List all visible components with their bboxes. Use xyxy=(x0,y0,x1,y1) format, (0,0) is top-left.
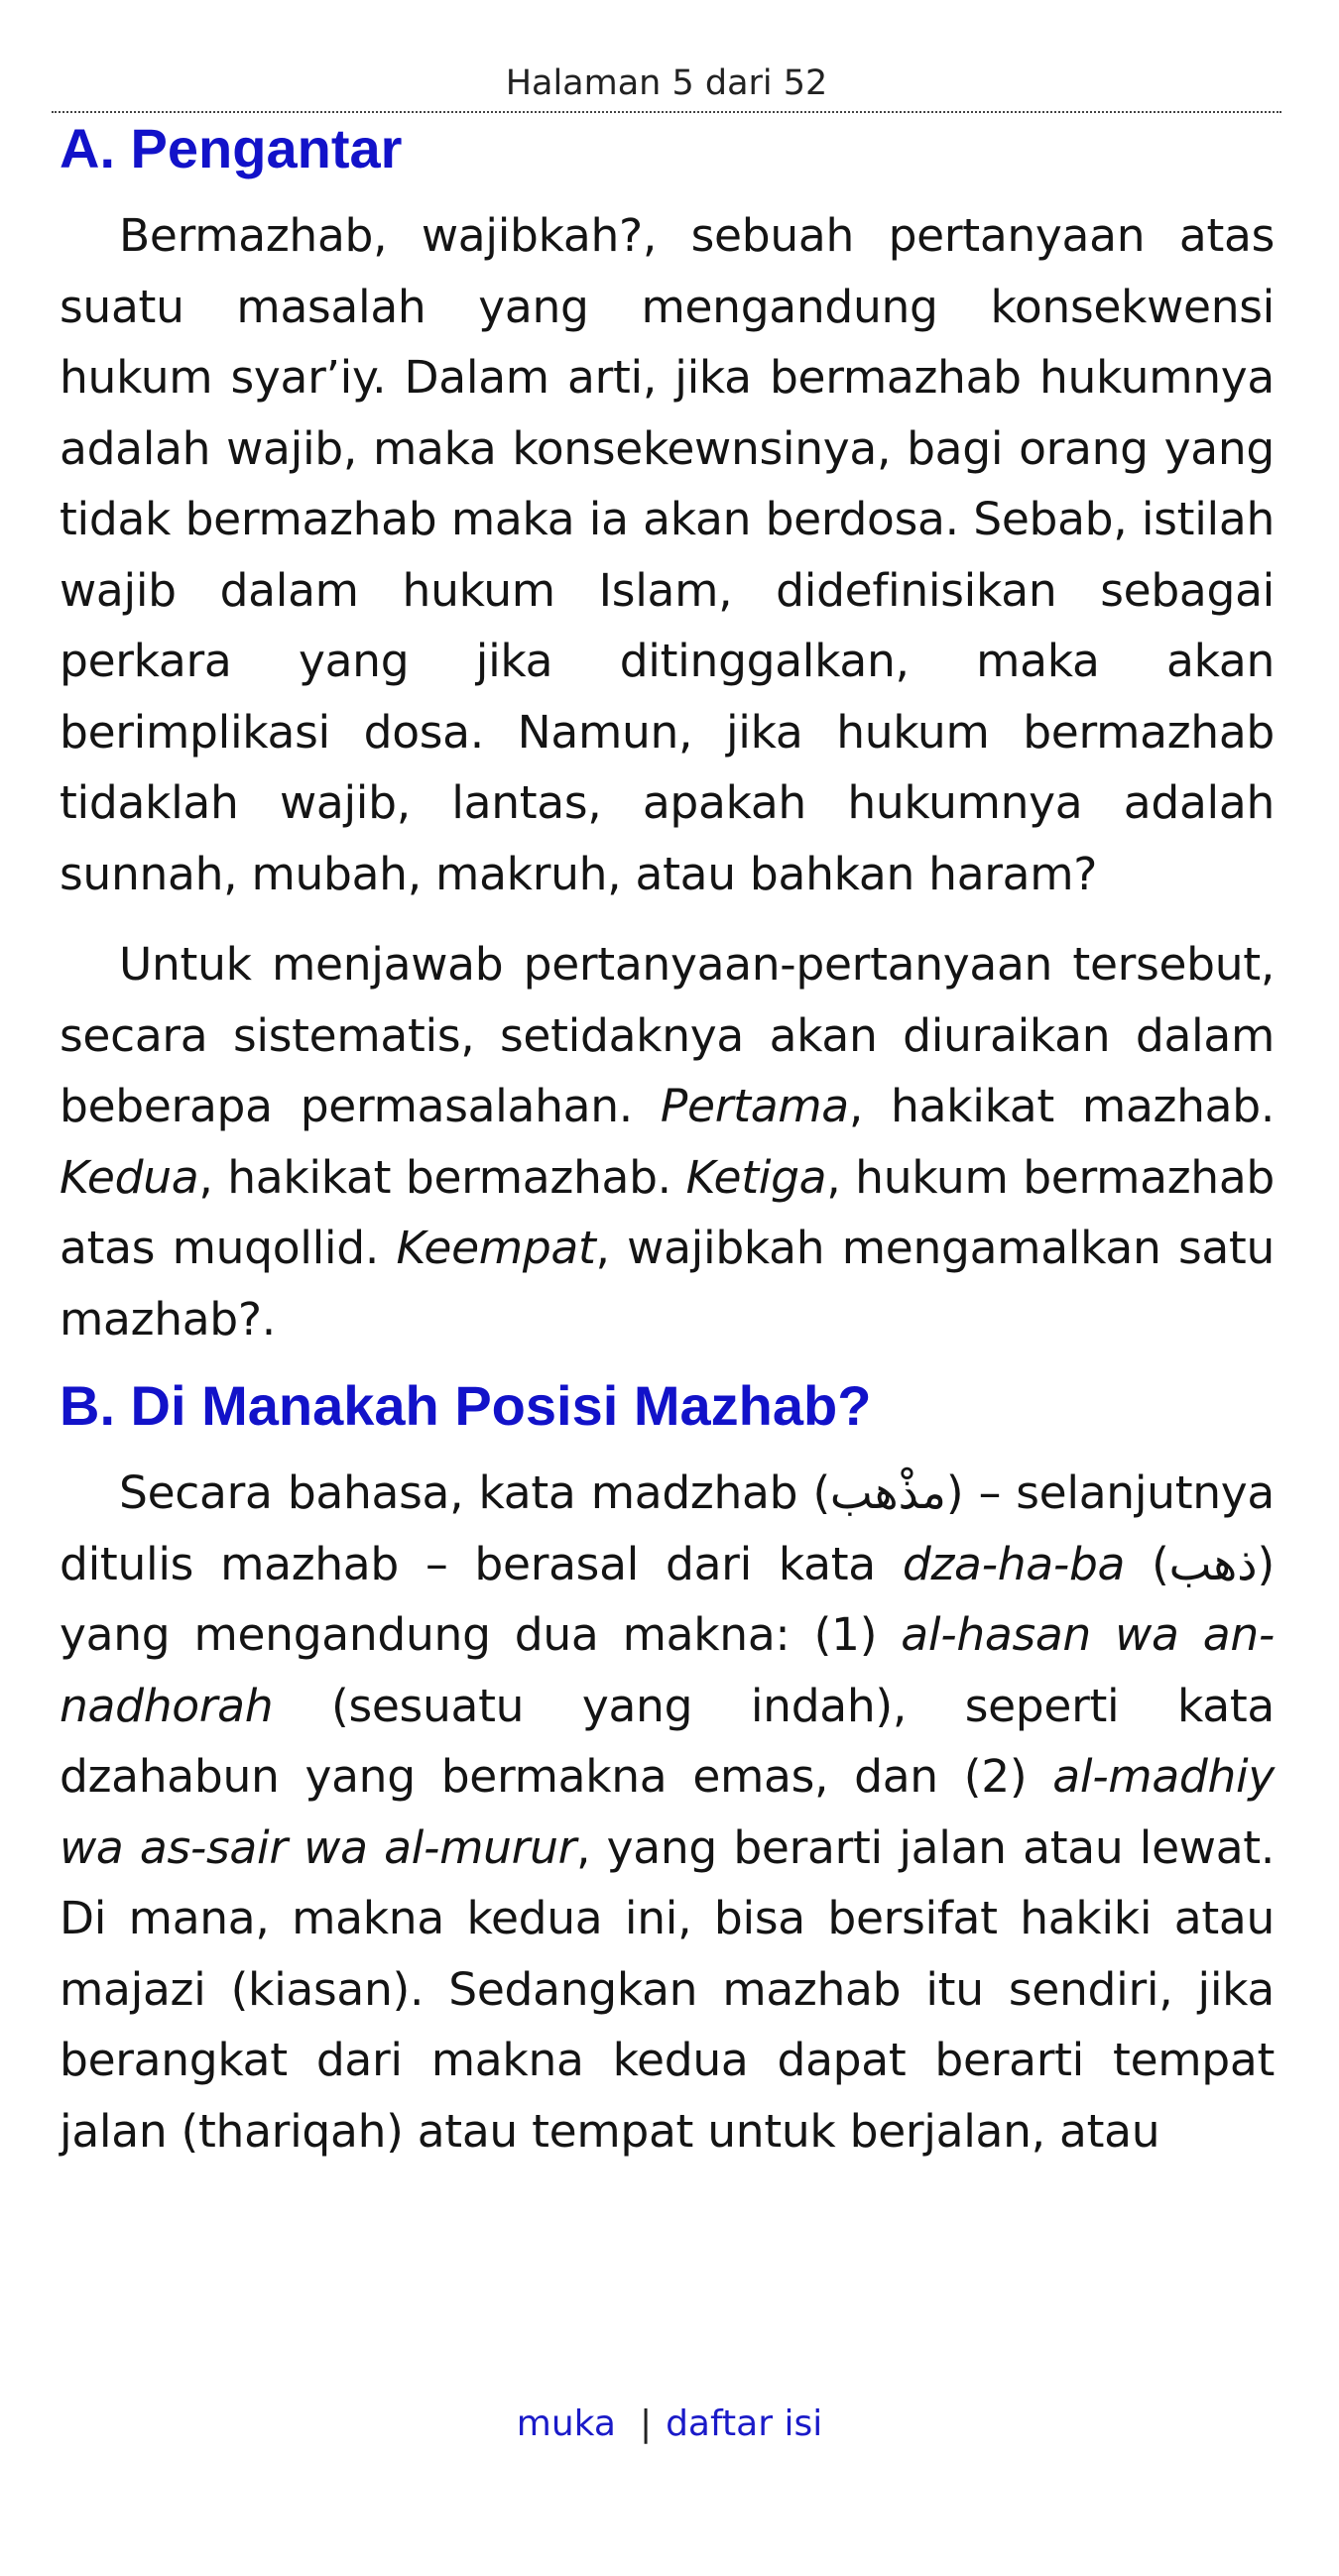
text-span: ) yang mengandung dua makna: (1) xyxy=(60,1537,1275,1661)
section-a-paragraph-1: Bermazhab, wajibkah?, sebuah pertanyaan atas suatu masalah yang mengandung konsekwensi hukum syar’iy. Dalam arti, jika bermazhab hukumnya adalah wajib, maka konsekewnsinya, bagi orang yang tidak bermazhab maka ia akan berdosa. Sebab, istilah wajib dalam hukum Islam, didefinisikan sebagai perkara yang jika ditinggalkan, maka akan berimplikasi dosa. Namun, jika hukum bermazhab tidaklah wajib, lantas, apakah hukumnya adalah sunnah, mubah, makruh, atau bahkan haram? xyxy=(60,209,1275,900)
section-a-heading: A. Pengantar xyxy=(60,117,403,179)
document-body xyxy=(60,111,1275,2166)
text-span: (sesuatu yang indah), seperti kata dzahabun yang bermakna emas, dan (2) xyxy=(60,1679,1275,1803)
nav-separator: | xyxy=(639,2403,653,2444)
text-span: , hukum bermazhab atas muqollid. xyxy=(60,1150,1276,1274)
page-number-label: Halaman 5 dari 52 xyxy=(505,63,828,103)
page-header xyxy=(52,56,1281,113)
italic-term: Pertama xyxy=(660,1080,849,1132)
text-span: ( xyxy=(1125,1537,1169,1590)
text-span: , yang berarti jalan atau lewat. Di mana, makna kedua ini, bisa bersifat hakiki atau majazi (kiasan). Sedangkan mazhab itu sendiri, jika berangkat dari makna kedua dapat berarti tempat jalan (thariqah) atau tempat untuk berjalan, atau xyxy=(60,1820,1275,2158)
text-span: , hakikat bermazhab. xyxy=(198,1150,686,1204)
section-a-paragraph-2 xyxy=(60,929,1275,1354)
text-span: , hakikat mazhab. xyxy=(848,1080,1275,1132)
text-span: Untuk menjawab pertanyaan-pertanyaan tersebut, secara sistematis, setidaknya akan diuraikan dalam beberapa permasalahan. xyxy=(60,938,1275,1132)
italic-term: Keempat xyxy=(396,1222,596,1274)
italic-term: Kedua xyxy=(60,1150,199,1204)
italic-term: al-hasan wa an-nadhorah xyxy=(60,1608,1275,1732)
home-link[interactable]: muka xyxy=(516,2403,616,2444)
text-span: ) – selanjutnya ditulis mazhab – berasal dari kata xyxy=(60,1466,1276,1590)
arabic-word: ذهب xyxy=(1168,1537,1258,1590)
section-b-heading: B. Di Manakah Posisi Mazhab? xyxy=(60,1374,872,1437)
section-b-paragraph-1 xyxy=(60,1458,1275,2166)
footer-navigation xyxy=(0,2400,1339,2449)
table-of-contents-link[interactable]: daftar isi xyxy=(666,2403,823,2444)
italic-term: dza-ha-ba xyxy=(902,1537,1126,1590)
text-span: , wajibkah mengamalkan satu mazhab?. xyxy=(60,1222,1276,1346)
italic-term: al-madhiy wa as-sair wa al-murur xyxy=(60,1750,1275,1874)
arabic-word: مذْهب xyxy=(829,1466,946,1519)
text-span: Secara bahasa, kata madzhab ( xyxy=(119,1466,830,1519)
italic-term: Ketiga xyxy=(685,1150,827,1204)
